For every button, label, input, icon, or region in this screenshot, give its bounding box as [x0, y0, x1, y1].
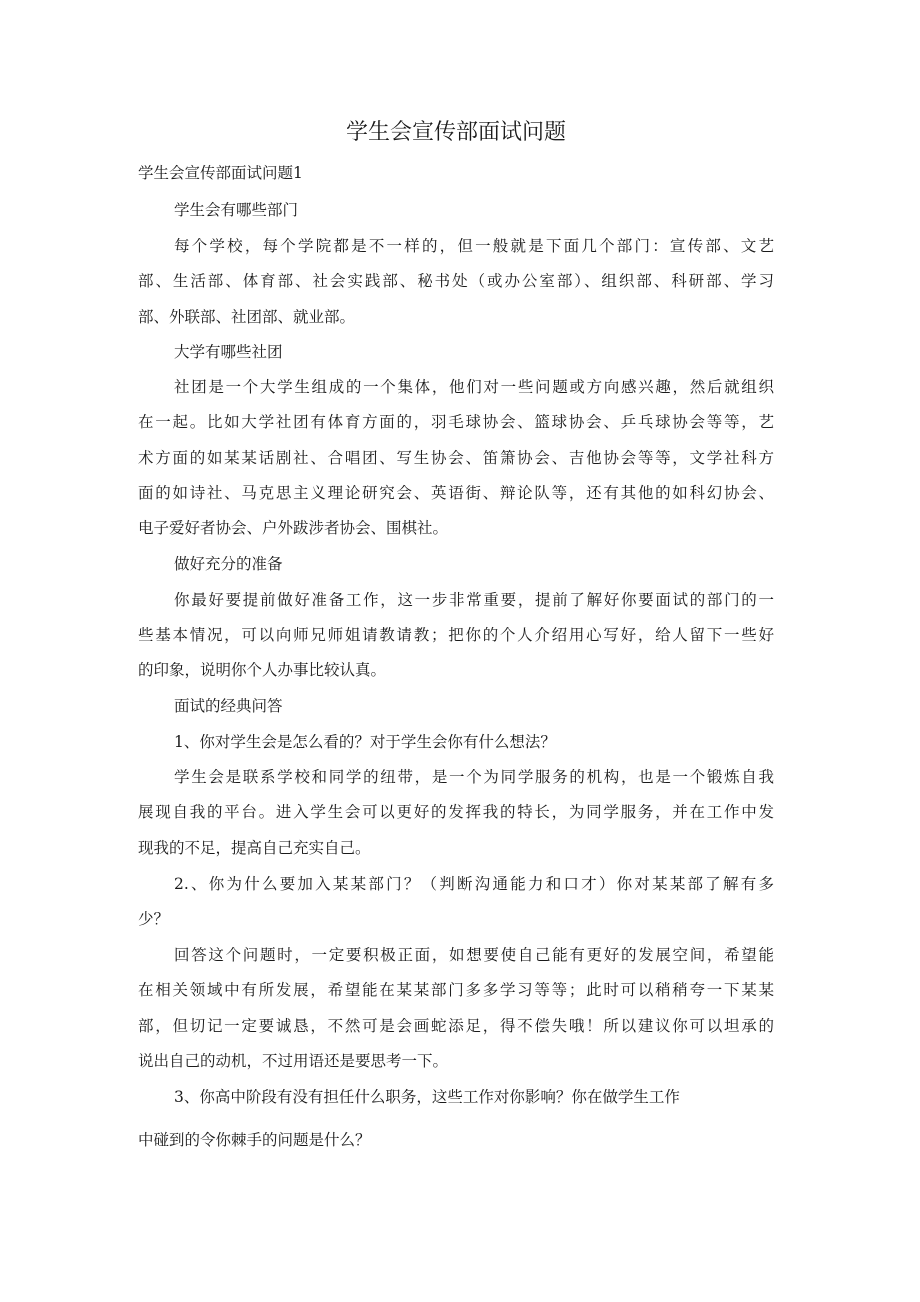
question-2: 2.、你为什么要加入某某部门？（判断沟通能力和口才）你对某某部了解有多	[174, 875, 774, 893]
section-heading-preparation: 做好充分的准备	[174, 555, 283, 573]
paragraph-line: 部，但切记一定要诚恳，不然可是会画蛇添足，得不偿失哦！所以建议你可以坦承的	[138, 1017, 774, 1035]
paragraph-line: 在一起。比如大学社团有体育方面的，羽毛球协会、篮球协会、乒乓球协会等等，艺	[138, 413, 774, 431]
paragraph-line: 说出自己的动机，不过用语还是要思考一下。	[138, 1052, 449, 1070]
document-subtitle: 学生会宣传部面试问题1	[138, 164, 303, 182]
paragraph-line: 每个学校，每个学院都是不一样的，但一般就是下面几个部门：宣传部、文艺	[174, 237, 774, 255]
paragraph-line: 你最好要提前做好准备工作，这一步非常重要，提前了解好你要面试的部门的一	[174, 591, 774, 609]
paragraph-line: 社团是一个大学生组成的一个集体，他们对一些问题或方向感兴趣，然后就组织	[174, 378, 774, 396]
paragraph-line: 展现自我的平台。进入学生会可以更好的发挥我的特长，为同学服务，并在工作中发	[138, 803, 774, 821]
paragraph-line: 学生会是联系学校和同学的纽带，是一个为同学服务的机构，也是一个锻炼自我	[174, 768, 774, 786]
question-1: 1、你对学生会是怎么看的？对于学生会你有什么想法？	[174, 733, 556, 751]
section-heading-classic-qa: 面试的经典问答	[174, 697, 283, 715]
paragraph-line: 些基本情况，可以向师兄师姐请教请教；把你的个人介绍用心写好，给人留下一些好	[138, 626, 774, 644]
paragraph-line: 在相关领域中有所发展，希望能在某某部门多多学习等等；此时可以稍稍夸一下某某	[138, 981, 774, 999]
question-3: 3、你高中阶段有没有担任什么职务，这些工作对你影响？你在做学生工作	[174, 1088, 680, 1106]
question-3-continued: 中碰到的令你棘手的问题是什么？	[138, 1131, 371, 1149]
section-heading-clubs: 大学有哪些社团	[174, 343, 283, 361]
paragraph-line: 术方面的如某某话剧社、合唱团、写生协会、笛箫协会、吉他协会等等，文学社科方	[138, 449, 774, 467]
paragraph-line: 面的如诗社、马克思主义理论研究会、英语街、辩论队等，还有其他的如科幻协会、	[138, 484, 774, 502]
question-2-continued: 少？	[138, 910, 170, 928]
paragraph-line: 部、外联部、社团部、就业部。	[138, 308, 356, 326]
paragraph-line: 部、生活部、体育部、社会实践部、秘书处（或办公室部）、组织部、科研部、学习	[138, 272, 774, 290]
paragraph-line: 回答这个问题时，一定要积极正面，如想要使自己能有更好的发展空间，希望能	[174, 946, 774, 964]
paragraph-line: 现我的不足，提高自己充实自己。	[138, 839, 371, 857]
paragraph-line: 电子爱好者协会、户外跋涉者协会、围棋社。	[138, 519, 449, 537]
paragraph-line: 的印象，说明你个人办事比较认真。	[138, 661, 387, 679]
document-title: 学生会宣传部面试问题	[345, 120, 566, 145]
section-heading-departments: 学生会有哪些部门	[174, 201, 299, 219]
